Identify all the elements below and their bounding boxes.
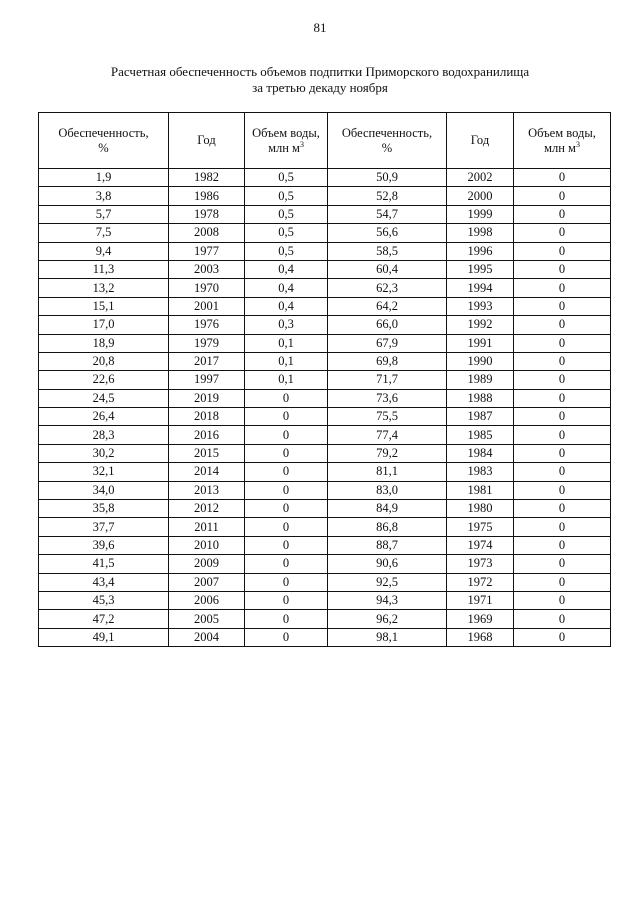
cell-probability-2: 62,3 xyxy=(328,279,447,297)
table-row xyxy=(39,297,611,315)
cell-volume-1: 0 xyxy=(245,591,328,609)
cell-probability-1: 20,8 xyxy=(39,352,169,370)
table-row xyxy=(39,389,611,407)
header-volume-2: Объем воды, млн $м^3$ xyxy=(514,113,611,169)
table-row xyxy=(39,591,611,609)
cell-probability-1: 43,4 xyxy=(39,573,169,591)
cell-volume-1: 0 xyxy=(245,628,328,646)
table-row xyxy=(39,279,611,297)
cell-probability-2: 69,8 xyxy=(328,352,447,370)
cell-volume-1: 0,5 xyxy=(245,205,328,223)
cell-year-2: 1975 xyxy=(447,518,514,536)
cell-year-2: 1985 xyxy=(447,426,514,444)
table-row xyxy=(39,518,611,536)
table-row xyxy=(39,628,611,646)
table-row xyxy=(39,463,611,481)
cell-probability-1: 15,1 xyxy=(39,297,169,315)
cell-probability-1: 34,0 xyxy=(39,481,169,499)
cell-probability-1: 47,2 xyxy=(39,610,169,628)
cell-year-2: 1994 xyxy=(447,279,514,297)
table-row xyxy=(39,426,611,444)
cell-probability-1: 41,5 xyxy=(39,555,169,573)
cell-year-1: 2010 xyxy=(169,536,245,554)
cell-year-1: 1997 xyxy=(169,371,245,389)
table-row xyxy=(39,205,611,223)
cell-year-1: 2011 xyxy=(169,518,245,536)
cell-probability-2: 90,6 xyxy=(328,555,447,573)
cell-year-2: 1988 xyxy=(447,389,514,407)
cell-year-1: 2018 xyxy=(169,408,245,426)
table-row xyxy=(39,260,611,278)
header-year-2: Год xyxy=(447,113,514,169)
table-row xyxy=(39,536,611,554)
table-row xyxy=(39,224,611,242)
table-body xyxy=(39,169,611,647)
cell-probability-2: 73,6 xyxy=(328,389,447,407)
cell-probability-2: 56,6 xyxy=(328,224,447,242)
table-title xyxy=(0,64,640,96)
cell-probability-2: 71,7 xyxy=(328,371,447,389)
cell-probability-2: 50,9 xyxy=(328,169,447,187)
cell-volume-1: 0 xyxy=(245,536,328,554)
cell-year-2: 1998 xyxy=(447,224,514,242)
title-line-2: за третью декаду ноября xyxy=(252,80,388,95)
table-row xyxy=(39,610,611,628)
table-row xyxy=(39,500,611,518)
cell-year-1: 2005 xyxy=(169,610,245,628)
cell-volume-2: 0 xyxy=(514,628,611,646)
cell-probability-1: 7,5 xyxy=(39,224,169,242)
cell-probability-1: 26,4 xyxy=(39,408,169,426)
header-volume-1: Объем воды, млн $м^3$ xyxy=(245,113,328,169)
table-row xyxy=(39,169,611,187)
table-row xyxy=(39,481,611,499)
cell-volume-2: 0 xyxy=(514,352,611,370)
cell-year-1: 2013 xyxy=(169,481,245,499)
cell-probability-2: 81,1 xyxy=(328,463,447,481)
cell-year-2: 1983 xyxy=(447,463,514,481)
cell-year-1: 1978 xyxy=(169,205,245,223)
cell-year-1: 1986 xyxy=(169,187,245,205)
cell-year-2: 1984 xyxy=(447,444,514,462)
cell-probability-1: 28,3 xyxy=(39,426,169,444)
cell-probability-2: 60,4 xyxy=(328,260,447,278)
cell-volume-1: 0 xyxy=(245,463,328,481)
cell-year-2: 1974 xyxy=(447,536,514,554)
cell-volume-1: 0,1 xyxy=(245,352,328,370)
cell-year-2: 1971 xyxy=(447,591,514,609)
cell-probability-2: 52,8 xyxy=(328,187,447,205)
cell-year-2: 1990 xyxy=(447,352,514,370)
cell-probability-2: 94,3 xyxy=(328,591,447,609)
cell-year-2: 1995 xyxy=(447,260,514,278)
cell-year-2: 1989 xyxy=(447,371,514,389)
cell-volume-1: 0 xyxy=(245,573,328,591)
cell-year-1: 2008 xyxy=(169,224,245,242)
cell-probability-1: 18,9 xyxy=(39,334,169,352)
table-row xyxy=(39,187,611,205)
cell-volume-1: 0,5 xyxy=(245,187,328,205)
table-header xyxy=(39,113,611,169)
cell-volume-1: 0 xyxy=(245,408,328,426)
table-row xyxy=(39,316,611,334)
cell-volume-2: 0 xyxy=(514,260,611,278)
cell-volume-2: 0 xyxy=(514,371,611,389)
table-row xyxy=(39,334,611,352)
cell-year-1: 1979 xyxy=(169,334,245,352)
cell-volume-2: 0 xyxy=(514,518,611,536)
table-row xyxy=(39,371,611,389)
cell-year-2: 1996 xyxy=(447,242,514,260)
cell-probability-2: 98,1 xyxy=(328,628,447,646)
cell-year-2: 1969 xyxy=(447,610,514,628)
cell-year-2: 2002 xyxy=(447,169,514,187)
cell-volume-2: 0 xyxy=(514,408,611,426)
cell-probability-2: 92,5 xyxy=(328,573,447,591)
header-year-1: Год xyxy=(169,113,245,169)
cell-year-1: 2003 xyxy=(169,260,245,278)
header-row xyxy=(39,113,611,169)
cell-probability-2: 77,4 xyxy=(328,426,447,444)
cell-year-1: 2016 xyxy=(169,426,245,444)
cell-volume-2: 0 xyxy=(514,444,611,462)
cell-probability-1: 24,5 xyxy=(39,389,169,407)
cell-volume-1: 0 xyxy=(245,555,328,573)
header-probability-2: Обеспеченность, % xyxy=(328,113,447,169)
cell-volume-2: 0 xyxy=(514,573,611,591)
cell-volume-1: 0 xyxy=(245,518,328,536)
table-row xyxy=(39,573,611,591)
cell-year-1: 2015 xyxy=(169,444,245,462)
cell-volume-1: 0,1 xyxy=(245,334,328,352)
cell-year-2: 1980 xyxy=(447,500,514,518)
cell-volume-1: 0 xyxy=(245,500,328,518)
cell-volume-1: 0 xyxy=(245,481,328,499)
cell-volume-1: 0,4 xyxy=(245,297,328,315)
cell-volume-2: 0 xyxy=(514,500,611,518)
cell-year-1: 2004 xyxy=(169,628,245,646)
cell-year-1: 1982 xyxy=(169,169,245,187)
cell-volume-2: 0 xyxy=(514,279,611,297)
cell-volume-1: 0,5 xyxy=(245,224,328,242)
cell-probability-1: 1,9 xyxy=(39,169,169,187)
cell-year-1: 2001 xyxy=(169,297,245,315)
page-number: 81 xyxy=(313,20,327,35)
cell-probability-1: 35,8 xyxy=(39,500,169,518)
cell-volume-2: 0 xyxy=(514,224,611,242)
cell-year-1: 2014 xyxy=(169,463,245,481)
cell-year-2: 1993 xyxy=(447,297,514,315)
cell-volume-2: 0 xyxy=(514,426,611,444)
cell-year-2: 1973 xyxy=(447,555,514,573)
cell-volume-2: 0 xyxy=(514,481,611,499)
cell-year-2: 1991 xyxy=(447,334,514,352)
table-row xyxy=(39,555,611,573)
cell-year-1: 2017 xyxy=(169,352,245,370)
cell-year-1: 2007 xyxy=(169,573,245,591)
cell-volume-2: 0 xyxy=(514,334,611,352)
cell-year-2: 1992 xyxy=(447,316,514,334)
cell-volume-1: 0 xyxy=(245,610,328,628)
cell-probability-1: 9,4 xyxy=(39,242,169,260)
cell-volume-1: 0 xyxy=(245,426,328,444)
cell-volume-2: 0 xyxy=(514,610,611,628)
cell-volume-2: 0 xyxy=(514,242,611,260)
cell-year-1: 2012 xyxy=(169,500,245,518)
cell-volume-2: 0 xyxy=(514,591,611,609)
cell-probability-1: 39,6 xyxy=(39,536,169,554)
cell-probability-1: 11,3 xyxy=(39,260,169,278)
cell-probability-2: 58,5 xyxy=(328,242,447,260)
cell-volume-1: 0,4 xyxy=(245,260,328,278)
cell-year-1: 1970 xyxy=(169,279,245,297)
cell-year-2: 1987 xyxy=(447,408,514,426)
cell-volume-1: 0,5 xyxy=(245,242,328,260)
cell-year-2: 1981 xyxy=(447,481,514,499)
cell-probability-1: 17,0 xyxy=(39,316,169,334)
cell-year-2: 1968 xyxy=(447,628,514,646)
cell-volume-2: 0 xyxy=(514,297,611,315)
table-row xyxy=(39,408,611,426)
table-row xyxy=(39,444,611,462)
header-probability-1: Обеспеченность, % xyxy=(39,113,169,169)
cell-probability-1: 5,7 xyxy=(39,205,169,223)
title-line-1: Расчетная обеспеченность объемов подпитки Приморского водохранилища xyxy=(110,64,530,79)
cell-volume-2: 0 xyxy=(514,205,611,223)
cell-probability-2: 86,8 xyxy=(328,518,447,536)
cell-probability-2: 67,9 xyxy=(328,334,447,352)
cell-volume-2: 0 xyxy=(514,463,611,481)
cell-volume-1: 0,5 xyxy=(245,169,328,187)
cell-probability-2: 96,2 xyxy=(328,610,447,628)
cell-probability-1: 3,8 xyxy=(39,187,169,205)
cell-volume-1: 0,4 xyxy=(245,279,328,297)
cell-year-2: 1999 xyxy=(447,205,514,223)
supply-table xyxy=(38,112,611,647)
cell-probability-2: 75,5 xyxy=(328,408,447,426)
table-row xyxy=(39,352,611,370)
cell-probability-2: 84,9 xyxy=(328,500,447,518)
cell-volume-1: 0 xyxy=(245,444,328,462)
cell-probability-1: 30,2 xyxy=(39,444,169,462)
cell-year-1: 1977 xyxy=(169,242,245,260)
cell-year-1: 1976 xyxy=(169,316,245,334)
cell-year-1: 2006 xyxy=(169,591,245,609)
cell-volume-2: 0 xyxy=(514,555,611,573)
cell-volume-2: 0 xyxy=(514,389,611,407)
cell-probability-2: 88,7 xyxy=(328,536,447,554)
table-row xyxy=(39,242,611,260)
cell-volume-2: 0 xyxy=(514,169,611,187)
cell-probability-1: 49,1 xyxy=(39,628,169,646)
cell-probability-2: 83,0 xyxy=(328,481,447,499)
cell-probability-2: 79,2 xyxy=(328,444,447,462)
cell-probability-2: 64,2 xyxy=(328,297,447,315)
cell-volume-1: 0 xyxy=(245,389,328,407)
cell-volume-2: 0 xyxy=(514,187,611,205)
cell-probability-1: 37,7 xyxy=(39,518,169,536)
cell-year-2: 2000 xyxy=(447,187,514,205)
cell-volume-1: 0,1 xyxy=(245,371,328,389)
cell-probability-1: 32,1 xyxy=(39,463,169,481)
cell-volume-1: 0,3 xyxy=(245,316,328,334)
cell-probability-1: 13,2 xyxy=(39,279,169,297)
cell-probability-2: 66,0 xyxy=(328,316,447,334)
cell-probability-2: 54,7 xyxy=(328,205,447,223)
cell-year-1: 2009 xyxy=(169,555,245,573)
cell-probability-1: 22,6 xyxy=(39,371,169,389)
cell-volume-2: 0 xyxy=(514,316,611,334)
cell-year-2: 1972 xyxy=(447,573,514,591)
cell-year-1: 2019 xyxy=(169,389,245,407)
cell-probability-1: 45,3 xyxy=(39,591,169,609)
cell-volume-2: 0 xyxy=(514,536,611,554)
